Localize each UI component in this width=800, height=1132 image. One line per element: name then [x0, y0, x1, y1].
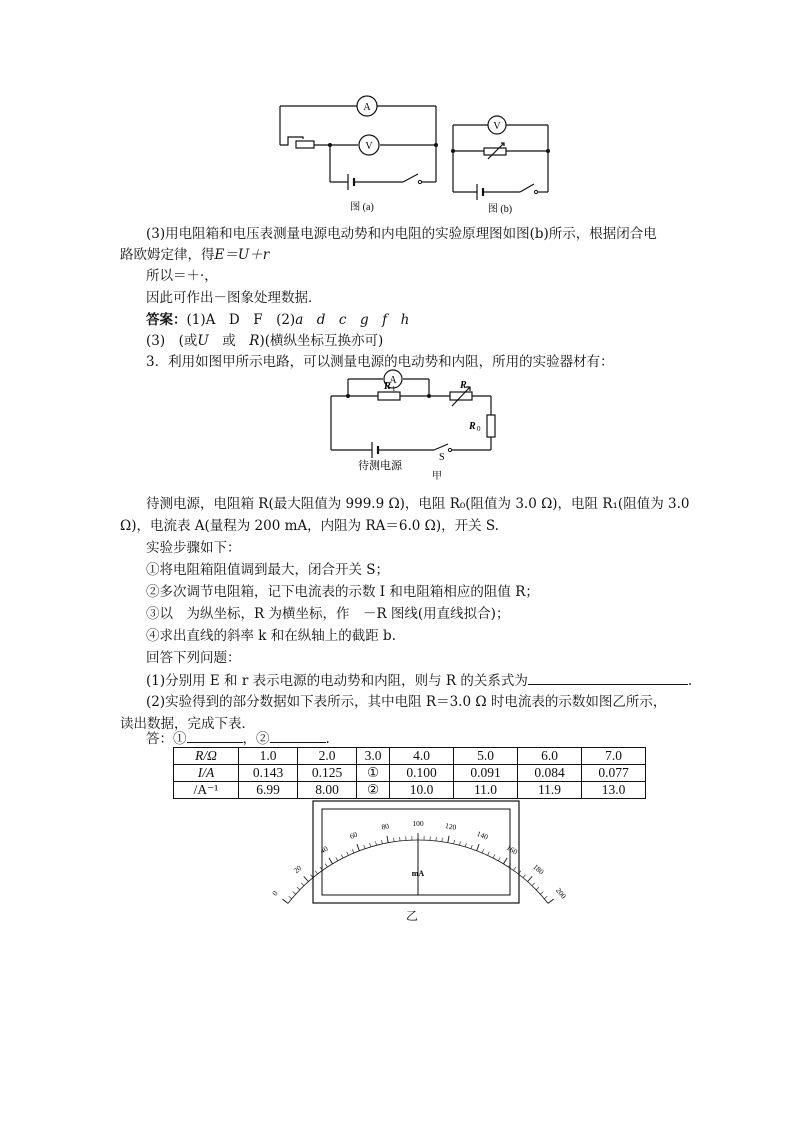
table-cell: 0.084: [518, 765, 582, 782]
meter-scale-label: 100: [412, 819, 424, 828]
meter-scale-label: 200: [554, 886, 569, 901]
answer-line2-b: 或: [208, 333, 250, 349]
table-row: [174, 782, 646, 799]
table-cell: R/Ω: [174, 748, 239, 765]
answer-line2-u: U: [197, 333, 209, 349]
meter-scale-label: 120: [444, 821, 458, 832]
meter-tick: [301, 883, 304, 886]
meter-scale-label: 140: [475, 829, 490, 842]
r1-label: R: [384, 381, 391, 392]
answer-line2: [146, 331, 383, 351]
meter-tick: [289, 896, 292, 899]
materials-line2: Ω)，电流表 A(量程为 200 mA，内阻为 RA＝6.0 Ω)，开关 S.: [120, 518, 499, 534]
table-cell: 6.99: [239, 782, 298, 799]
part3-line2-pre: 路欧姆定律，得: [120, 247, 215, 263]
answer-blank-end: .: [325, 731, 330, 747]
table-cell: I/A: [174, 765, 239, 782]
question-1-end: .: [687, 673, 693, 689]
questions-title: 回答下列问题：: [146, 650, 241, 666]
table-cell: 0.143: [239, 765, 298, 782]
step-4: ④求出直线的斜率 k 和在纵轴上的截距 b.: [146, 628, 396, 644]
table-cell: 5.0: [454, 748, 518, 765]
data-table: [173, 747, 646, 799]
answer-line1: [146, 310, 409, 330]
question3-intro: 3．利用如图甲所示电路，可以测量电源的电动势和内阻，所用的实验器材有：: [146, 354, 614, 370]
question-2-line2: 读出数据，完成下表．: [120, 716, 255, 732]
part3-line2: [120, 245, 269, 265]
resistance-box-label: R: [460, 380, 467, 391]
answer-line2-a: (3) (或: [146, 333, 198, 349]
table-cell: 0.125: [298, 765, 357, 782]
table-cell: 6.0: [518, 748, 582, 765]
table-cell: 2.0: [298, 748, 357, 765]
meter-tick: [528, 876, 533, 881]
meter-caption: 乙: [406, 909, 419, 923]
answer-line2-r: R: [249, 333, 260, 349]
meter-tick: [304, 876, 309, 881]
meter-scale-label: 180: [531, 862, 546, 877]
r1-subscript: 1: [392, 385, 396, 393]
answer-text1: (1)A D F (2): [186, 312, 296, 328]
answer-blank-2[interactable]: [270, 728, 326, 743]
meter-scale-label: 80: [380, 821, 390, 832]
step-1: ①将电阻箱阻值调到最大，闭合开关 S；: [146, 562, 390, 578]
table-cell: 7.0: [582, 748, 646, 765]
meter-tick: [282, 899, 288, 903]
figure-a-caption: 图 (a): [350, 202, 374, 213]
source-label: 待测电源: [358, 460, 402, 472]
question-1-text: (1)分别用 E 和 r 表示电源的电动势和内阻，则与 R 的关系式为: [146, 673, 528, 689]
ammeter-label: A: [389, 375, 397, 386]
answer-line2-c: )(横纵坐标互换亦可): [259, 333, 384, 349]
table-cell: 11.9: [518, 782, 582, 799]
table-cell: /A⁻¹: [174, 782, 239, 799]
voltmeter-label: V: [493, 121, 501, 132]
meter-tick: [523, 875, 526, 878]
table-row: [174, 765, 646, 782]
question-2-line1: (2)实验得到的部分数据如下表所示，其中电阻 R＝3.0 Ω 时电流表的示数如图乙所示，: [146, 694, 667, 710]
meter-tick: [536, 887, 539, 890]
table-row: [174, 748, 646, 765]
meter-scale-label: 0: [270, 889, 280, 898]
table-cell: ①: [357, 765, 390, 782]
circuit-figure-b: [448, 115, 558, 217]
part3-line4: 因此可作出－图象处理数据．: [146, 290, 322, 306]
answer-label: 答案：: [146, 312, 187, 328]
circuit-figure-a: [270, 92, 450, 217]
figure-b-caption: 图 (b): [487, 204, 513, 215]
voltmeter-label: V: [365, 141, 373, 152]
meter-tick: [297, 887, 300, 890]
table-cell: 3.0: [357, 748, 390, 765]
meter-tick: [532, 883, 535, 886]
meter-scale-label: 160: [504, 842, 520, 857]
table-cell: 8.00: [298, 782, 357, 799]
steps-title: 实验步骤如下：: [146, 540, 241, 556]
table-cell: 4.0: [390, 748, 454, 765]
meter-scale-label: 40: [318, 843, 330, 856]
table-cell: 0.077: [582, 765, 646, 782]
answer-blank-relation[interactable]: [528, 670, 688, 685]
ammeter-dial: [270, 800, 569, 904]
circuit-figure-jia: [326, 365, 506, 485]
materials-line1: 待测电源，电阻箱 R(最大阻值为 999.9 Ω)，电阻 R₀(阻值为 3.0 Ω)，电阻 R₁(阻值为 3.0: [146, 496, 690, 512]
meter-scale-label: 20: [291, 863, 304, 876]
meter-tick: [548, 899, 554, 903]
table-cell: 1.0: [239, 748, 298, 765]
step-3: ③以 为纵坐标，R 为横坐标，作 －R 图线(用直线拟合)；: [146, 606, 510, 622]
meter-unit-label: mA: [411, 869, 425, 878]
question-1: [146, 670, 692, 691]
meter-tick: [540, 892, 543, 895]
table-cell: 10.0: [390, 782, 454, 799]
r0-subscript: 0: [477, 425, 481, 433]
r0-label: R: [469, 421, 476, 432]
figure-jia-caption: 甲: [432, 471, 442, 482]
meter-tick: [544, 896, 547, 899]
table-cell: 13.0: [582, 782, 646, 799]
table-cell: ②: [357, 782, 390, 799]
table-cell: 0.100: [390, 765, 454, 782]
step-2: ②多次调节电阻箱，记下电流表的示数 I 和电阻箱相应的阻值 R；: [146, 584, 539, 600]
answer-blank-sep: ，②: [242, 731, 270, 747]
answer-blank-1[interactable]: [187, 728, 243, 743]
meter-tick: [293, 892, 296, 895]
part3-equation: E＝U＋r: [214, 247, 270, 263]
table-cell: 0.091: [454, 765, 518, 782]
part3-line3: 所以＝＋·，: [146, 268, 218, 284]
meter-scale-label: 60: [348, 829, 359, 841]
table-cell: 11.0: [454, 782, 518, 799]
ammeter-label: A: [363, 102, 371, 113]
answer-blank-label: 答：①: [146, 731, 187, 747]
part3-line1: (3)用电阻箱和电压表测量电源电动势和内电阻的实验原理图如图(b)所示，根据闭合电: [146, 226, 657, 242]
answer-letters: a d c g f h: [295, 312, 410, 328]
answer-blanks-line: [146, 728, 330, 749]
switch-label: S: [439, 452, 445, 463]
